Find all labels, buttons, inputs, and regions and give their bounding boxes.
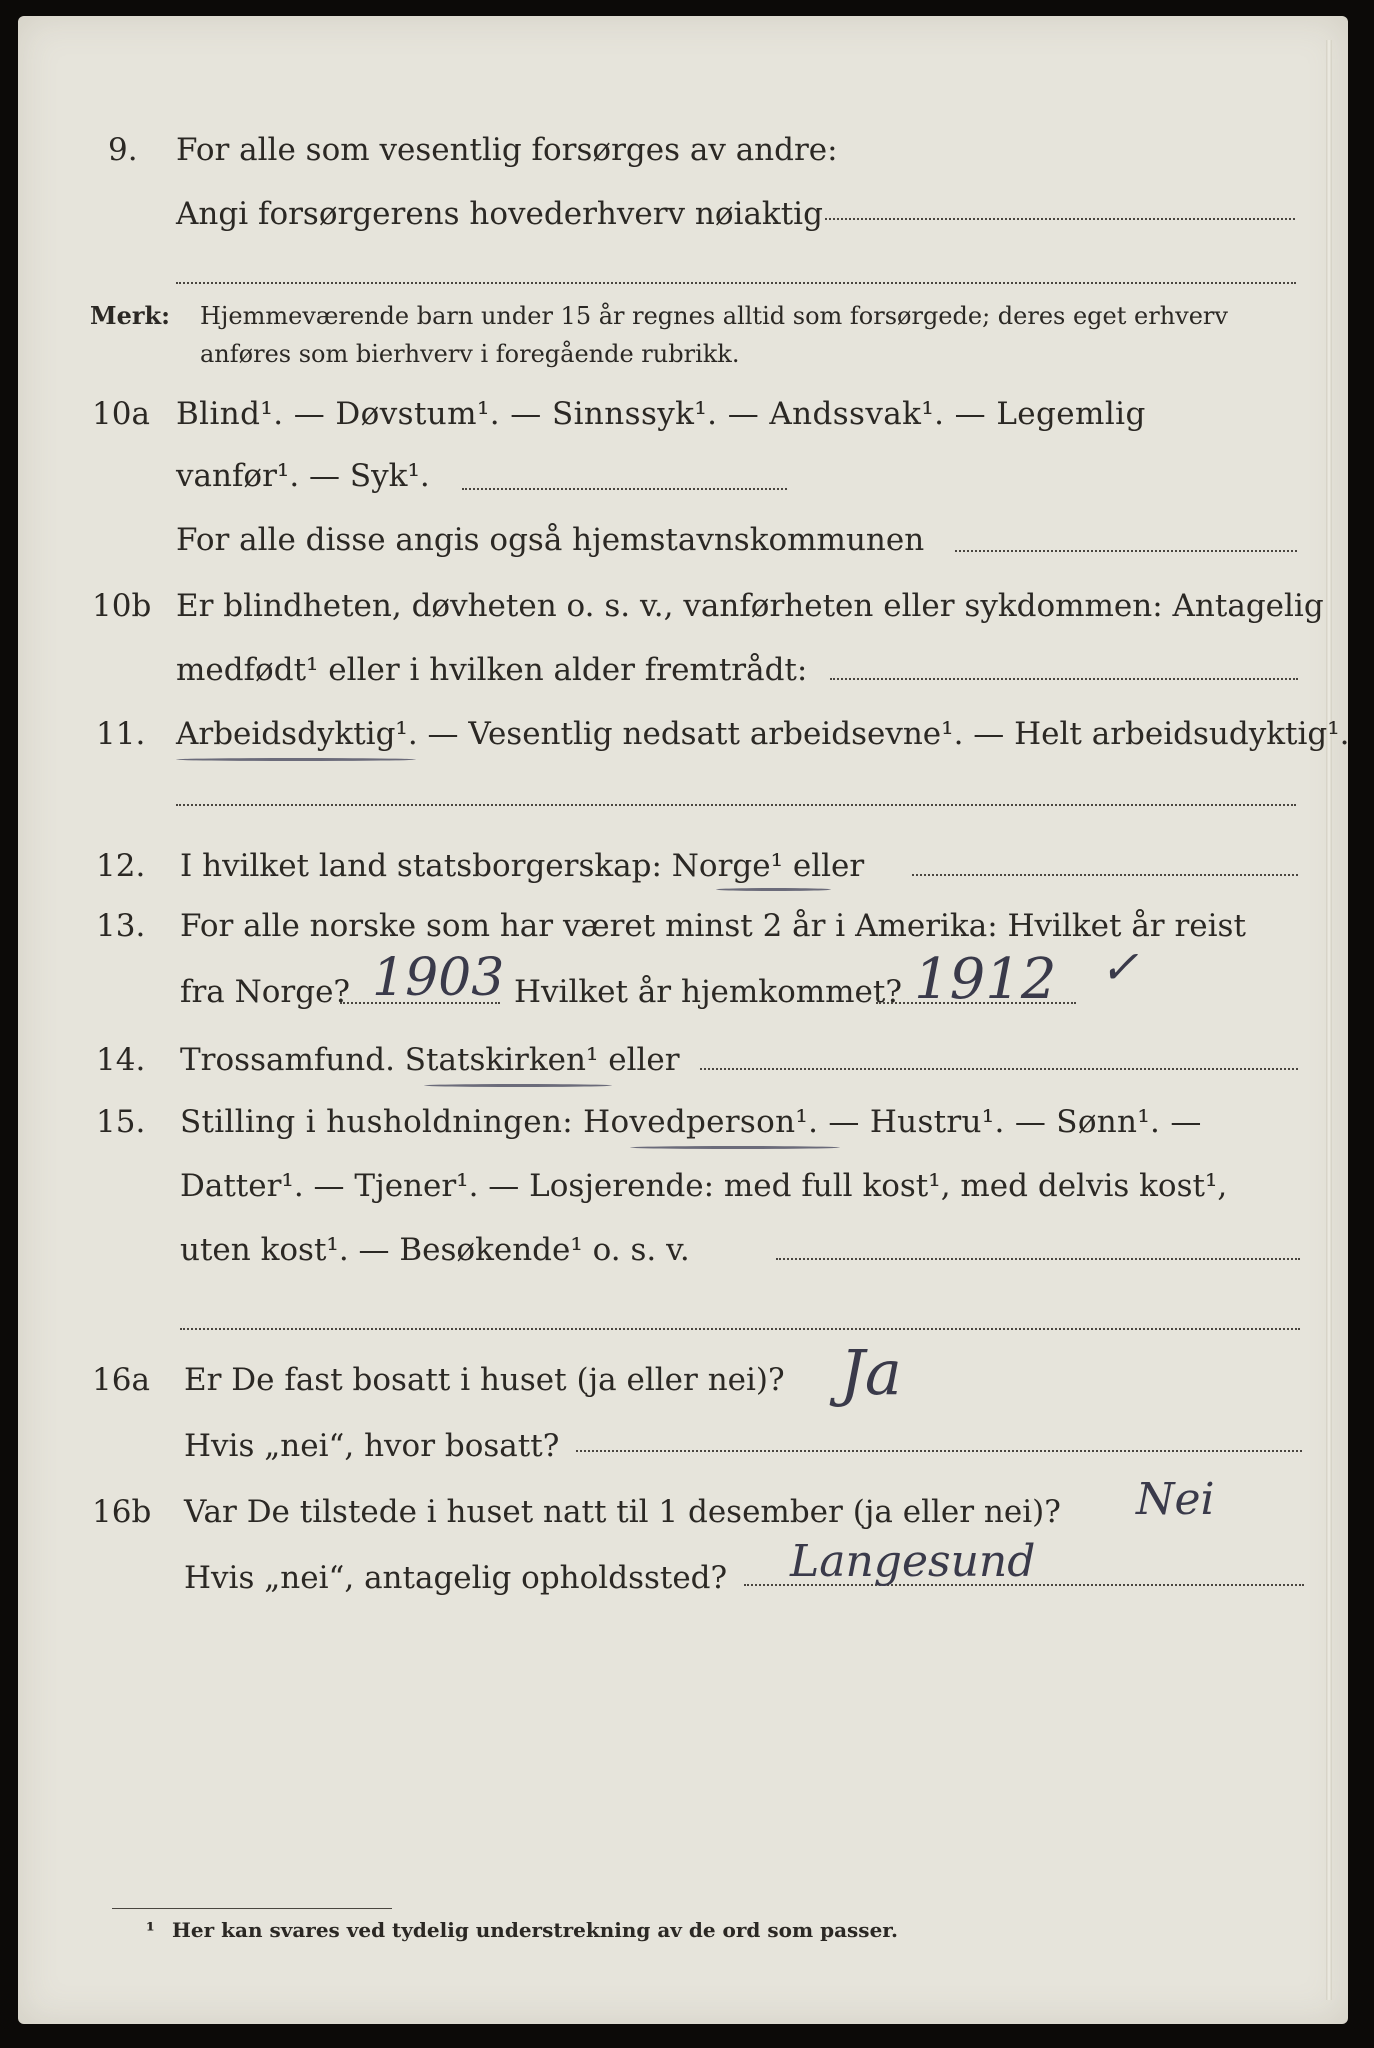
q12-answer-line[interactable] — [912, 874, 1298, 876]
q11-line1: Arbeidsdyktig¹. — Vesentlig nedsatt arbeidsevne¹. — Helt arbeidsudyktig¹. — [176, 716, 1350, 752]
q9-row2 — [176, 186, 1306, 242]
q14-row — [96, 1032, 1316, 1088]
merk-line2: anføres som bierhverv i foregående rubrikk. — [200, 340, 740, 368]
q10b-age-line[interactable] — [830, 678, 1298, 680]
q15-answer-line2[interactable] — [180, 1328, 1300, 1330]
q10a-line2: vanfør¹. — Syk¹. — [176, 458, 430, 494]
q11-number: 11. — [96, 716, 146, 752]
q15-line2: Datter¹. — Tjener¹. — Losjerende: med full kost¹, med delvis kost¹, — [180, 1168, 1228, 1204]
q15-answer-line[interactable] — [776, 1258, 1300, 1260]
q14-number: 14. — [96, 1042, 146, 1078]
q14-answer-line[interactable] — [700, 1068, 1298, 1070]
q15-row2 — [180, 1158, 1300, 1214]
q14-line1: Trossamfund. Statskirken¹ eller — [180, 1042, 680, 1078]
q16a-line1: Er De fast bosatt i huset (ja eller nei)? — [184, 1362, 785, 1398]
q9-answer-line[interactable] — [825, 218, 1295, 220]
merk-row — [90, 296, 1310, 336]
q16a-answer-line[interactable] — [576, 1450, 1302, 1452]
merk-row2 — [200, 334, 1300, 374]
q13-number: 13. — [96, 908, 146, 944]
q14-underline-mark — [424, 1084, 612, 1087]
q16b-row — [92, 1484, 1312, 1540]
page-crease — [1326, 40, 1332, 2000]
q16b-row2 — [184, 1550, 1304, 1606]
q13-returned-label: Hvilket år hjemkommet? — [514, 974, 902, 1010]
q12-line1: I hvilket land statsborgerskap: Norge¹ eller — [180, 848, 865, 884]
q13-check-mark-icon: ✓ — [1100, 940, 1139, 994]
q13-returned-answer: 1912 — [914, 947, 1057, 1012]
q16b-answer: Nei — [1136, 1474, 1215, 1525]
q10b-line2: medfødt¹ eller i hvilken alder fremtrådt: — [176, 652, 808, 688]
q13-left-label: fra Norge? — [180, 974, 351, 1010]
q16b-number: 16b — [92, 1494, 152, 1530]
q10a-line1: Blind¹. — Døvstum¹. — Sinnssyk¹. — Andssvak¹. — Legemlig — [176, 396, 1146, 432]
q16b-place-answer: Langesund — [790, 1536, 1036, 1587]
q10a-row — [92, 386, 1312, 442]
footnote-mark: ¹ — [146, 1918, 155, 1942]
q10a-row2 — [176, 448, 1276, 504]
q9-text-line1: For alle som vesentlig forsørges av andre: — [176, 132, 838, 168]
q16a-number: 16a — [92, 1362, 150, 1398]
q9-text-line2: Angi forsørgerens hovederhverv nøiaktig — [176, 196, 823, 232]
q10b-row2 — [176, 642, 1276, 698]
q11-underline-mark — [176, 758, 416, 761]
q10a-row3 — [176, 512, 1276, 568]
footnote-text: Her kan svares ved tydelig understrekning av de ord som passer. — [172, 1918, 898, 1942]
footnote-rule — [112, 1908, 392, 1909]
q15-line1: Stilling i husholdningen: Hovedperson¹. — Hustru¹. — Sønn¹. — — [180, 1104, 1202, 1140]
q10b-row — [92, 578, 1324, 634]
q9-number: 9. — [108, 132, 138, 168]
q10b-line1: Er blindheten, døvheten o. s. v., vanførheten eller sykdommen: Antagelig — [176, 588, 1324, 624]
q13-left-answer: 1903 — [372, 948, 505, 1008]
q12-number: 12. — [96, 848, 146, 884]
q12-underline-mark — [716, 888, 831, 891]
q12-row — [96, 838, 1316, 894]
q16b-line2: Hvis „nei“, antagelig opholdssted? — [184, 1560, 728, 1596]
q13-line1: For alle norske som har været minst 2 år i Amerika: Hvilket år reist — [180, 908, 1246, 944]
q9-row — [108, 122, 1308, 178]
q11-answer-line[interactable] — [176, 804, 1296, 806]
q16a-line2: Hvis „nei“, hvor bosatt? — [184, 1428, 560, 1464]
q11-row — [96, 706, 1350, 762]
q16a-row2 — [184, 1418, 1304, 1474]
merk-line1: Hjemmeværende barn under 15 år regnes alltid som forsørgede; deres eget erhverv — [200, 302, 1228, 330]
q10a-hometown-line[interactable] — [955, 550, 1297, 552]
q15-row3 — [180, 1222, 1300, 1278]
q15-number: 15. — [96, 1104, 146, 1140]
q15-underline-mark — [630, 1146, 840, 1149]
q10a-number: 10a — [92, 396, 150, 432]
q15-row — [96, 1094, 1316, 1150]
q16a-answer: Ja — [840, 1336, 902, 1409]
q15-line3: uten kost¹. — Besøkende¹ o. s. v. — [180, 1232, 690, 1268]
merk-label: Merk: — [90, 301, 170, 330]
q16b-line1: Var De tilstede i huset natt til 1 desember (ja eller nei)? — [184, 1494, 1061, 1530]
q10a-sick-line[interactable] — [462, 488, 787, 490]
q10a-line3: For alle disse angis også hjemstavnskommunen — [176, 522, 925, 558]
q10b-number: 10b — [92, 588, 152, 624]
q9-answer-line2[interactable] — [176, 282, 1296, 284]
q16a-row — [92, 1352, 1312, 1408]
